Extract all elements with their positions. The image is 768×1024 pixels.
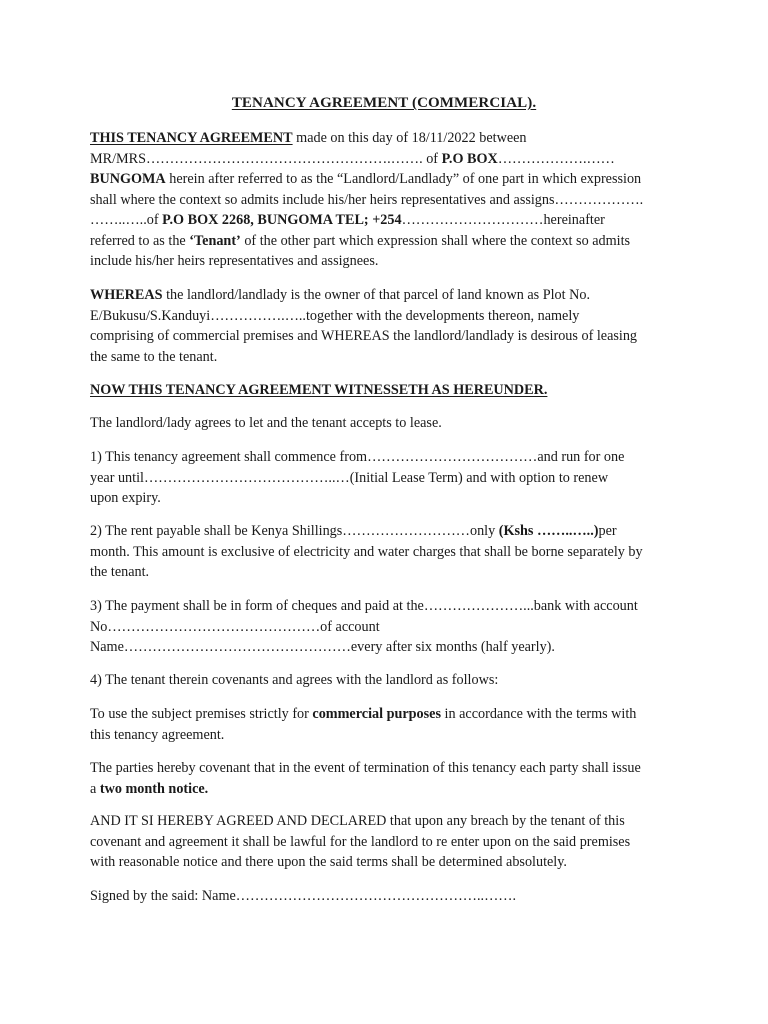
clause-4-paragraph: 4) The tenant therein covenants and agrees with the landlord as follows: bbox=[90, 672, 499, 688]
let-lease-paragraph: The landlord/lady agrees to let and the tenant accepts to lease. bbox=[90, 415, 442, 431]
termination-notice-paragraph: The parties hereby covenant that in the event of termination of this tenancy each party shall issue a two month notice. bbox=[90, 760, 641, 797]
whereas-paragraph: WHEREAS the landlord/landlady is the owner of that parcel of land known as Plot No. E/Bukusu/S.Kanduyi…………….…..together with the developments thereon, namely comprising of commercial premises and WHEREAS the landlord/landlady is desirous of leasing the same to the tenant. bbox=[90, 287, 638, 365]
clause-3-paragraph: 3) The payment shall be in form of cheques and paid at the…………………...bank with account No………………………………………of account Name…………………………………………every after six months (half yearly). bbox=[90, 598, 638, 655]
signature-line: Signed by the said: Name……………………………………………..……. bbox=[90, 888, 516, 904]
clause-2-paragraph: 2) The rent payable shall be Kenya Shillings………………………only (Kshs ……..…..)per month. This amount is exclusive of electricity and water charges that shall be borne separately by the tenant. bbox=[90, 523, 643, 580]
parties-paragraph: THIS TENANCY AGREEMENT made on this day of 18/11/2022 between MR/MRS…………………………………………….……. of P.O BOX……………….…… BUNGOMA herein after referred to as the “Landlord/Landlady” of one part in which expression shall where the context so admits include his/her heirs representatives and assigns………………. ……..…..of P.O BOX 2268, BUNGOMA TEL; +254…………………………hereinafter referred to as the ‘Tenant’ of the other part which expression shall where the context so admits include his/her heirs representatives and assignees. bbox=[90, 130, 644, 269]
breach-paragraph: AND IT SI HEREBY AGREED AND DECLARED that upon any breach by the tenant of this covenant and agreement it shall be lawful for the landlord to re enter upon on the said premises with reasonable notice and there upon the said terms shall be determined absolutely. bbox=[90, 813, 631, 870]
clause-1-paragraph: 1) This tenancy agreement shall commence from………………………………and run for one year until…………………………………..…(Initial Lease Term) and with option to renew upon expiry. bbox=[90, 449, 625, 506]
witnesseth-heading: NOW THIS TENANCY AGREEMENT WITNESSETH AS HEREUNDER. bbox=[90, 382, 548, 398]
document-title: TENANCY AGREEMENT (COMMERCIAL). bbox=[231, 95, 537, 111]
commercial-use-paragraph: To use the subject premises strictly for commercial purposes in accordance with the terms with this tenancy agreement. bbox=[90, 706, 637, 743]
